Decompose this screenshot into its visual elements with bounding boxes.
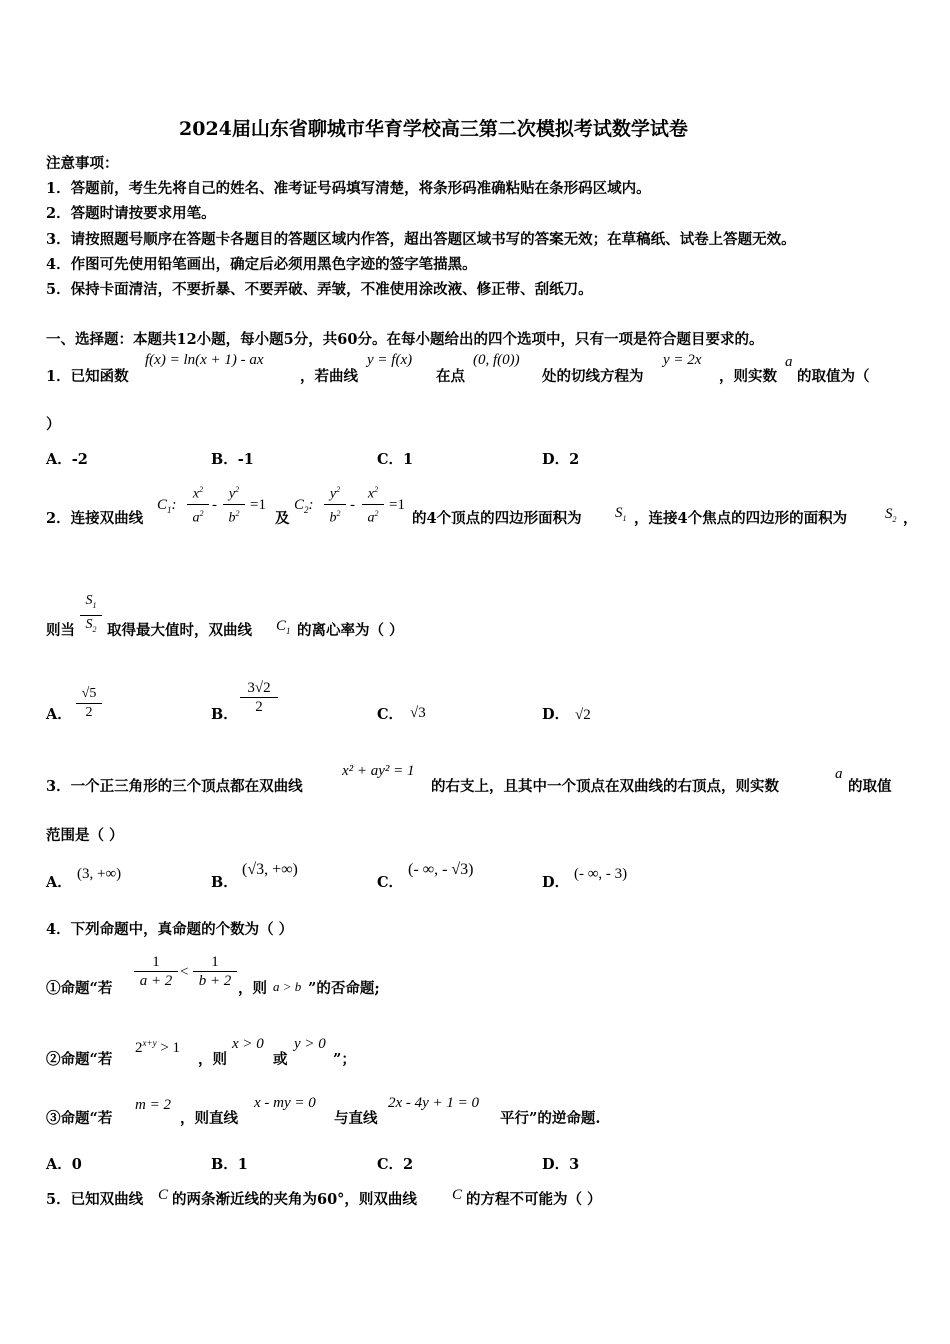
q5-var-c: C: [158, 1187, 169, 1203]
q3-hyperbola: x² + ay² = 1: [342, 763, 415, 779]
q2-option-a-value: √5 2: [76, 686, 102, 721]
q4-proposition-2: ，则: [198, 1051, 227, 1068]
q4-condition: a > b: [273, 979, 302, 994]
q2-text: 2．连接双曲线: [46, 510, 144, 527]
q4-condition: y > 0: [294, 1036, 326, 1052]
q2-option-d: D．: [542, 706, 570, 723]
q4-condition: m = 2: [135, 1097, 171, 1113]
notice-item: 3．请按照题号顺序在答题卡各题目的答题区域内作答，超出答题区域书写的答案无效；在草稿纸、试卷上答题无效。: [46, 231, 796, 248]
q4-option-a: A．0: [46, 1156, 82, 1173]
q3-text: 范围是（ ）: [46, 827, 124, 844]
q4-proposition-2: ”；: [333, 1051, 356, 1068]
q2-fraction: $y^2$ $b^2$: [223, 482, 245, 526]
q4-proposition-3: ，则直线: [180, 1110, 238, 1127]
q3-option-a: A．: [46, 874, 72, 891]
q4-line: x - my = 0: [254, 1095, 316, 1111]
q2-option-b: B．: [211, 706, 238, 723]
q4-option-c: C．2: [377, 1156, 414, 1173]
q4-proposition-3: ③命题“若: [46, 1110, 113, 1127]
q4-proposition-2: 或: [273, 1051, 288, 1068]
q2-fraction: $x^2$ $a^2$: [187, 482, 209, 526]
q1-option-c: C．1: [377, 451, 414, 468]
q2-option-b-value: 3√2 2: [240, 680, 278, 715]
q1-paren: ）: [46, 416, 61, 433]
q3-option-b-value: (√3, +∞): [242, 861, 298, 878]
q1-text: 在点: [436, 368, 465, 385]
q5-text: 5．已知双曲线: [46, 1191, 144, 1208]
q5-text: 的两条渐近线的夹角为60°，则双曲线: [172, 1191, 417, 1208]
q2-option-c-value: √3: [410, 705, 426, 721]
section-heading: 一、选择题：本题共12小题，每小题5分，共60分。在每小题给出的四个选项中，只有一项是符合题目要求的。: [46, 331, 764, 348]
q2-text: ，: [903, 510, 918, 527]
q2-text: 则当: [46, 622, 75, 639]
q2-text: 取得最大值时，双曲线: [107, 622, 252, 639]
q2-minus: -: [212, 497, 217, 513]
q4-proposition-1: ”的否命题;: [308, 980, 380, 997]
q2-s1: $S_1$: [615, 505, 627, 523]
q2-text: 的4个顶点的四边形面积为: [412, 510, 582, 527]
q2-option-d-value: √2: [575, 707, 591, 723]
q3-option-d: D．: [542, 874, 570, 891]
q1-text: ，若曲线: [300, 368, 358, 385]
q4-fraction: 1 b + 2: [193, 954, 237, 989]
page-title: 2024届山东省聊城市华育学校高三第二次模拟考试数学试卷: [179, 118, 688, 140]
q4-condition: x > 0: [232, 1036, 264, 1052]
q5-var-c: C: [452, 1187, 463, 1203]
q4-proposition-1: ，则: [238, 980, 267, 997]
q2-option-c: C．: [377, 706, 404, 723]
q1-text: 1．已知函数: [46, 368, 129, 385]
q2-c2: $C_2$:: [294, 497, 314, 515]
q3-var-a: a: [835, 766, 843, 782]
q4-condition: $2^{x+y} > 1$: [135, 1038, 181, 1056]
q3-text: 的取值: [848, 778, 892, 795]
q3-option-d-value: (- ∞, - 3): [574, 866, 628, 882]
q2-minus: -: [350, 497, 355, 513]
q2-text: 及: [275, 510, 290, 527]
notice-heading: 注意事项：: [46, 155, 119, 172]
q1-function: f(x) = ln(x + 1) - ax: [145, 352, 264, 368]
q5-text: 的方程不可能为（ ）: [466, 1191, 602, 1208]
q1-text: 处的切线方程为: [542, 368, 644, 385]
q4-line: 2x - 4y + 1 = 0: [388, 1095, 480, 1111]
q2-c1: $C_1$:: [157, 497, 177, 515]
q4-text: 4．下列命题中，真命题的个数为（ ）: [46, 921, 294, 938]
q1-var-a: a: [785, 354, 793, 370]
q2-text: 的离心率为（ ）: [297, 622, 404, 639]
q2-equals: =1: [389, 497, 405, 513]
q3-option-a-value: (3, +∞): [77, 866, 122, 882]
q1-option-a: A．-2: [46, 451, 88, 468]
q2-fraction: $x^2$ $a^2$: [362, 482, 384, 526]
q1-text: 的取值为（: [797, 368, 870, 385]
q1-point: (0, f(0)): [473, 352, 520, 368]
q4-fraction: 1 a + 2: [134, 954, 178, 989]
q2-fraction: $y^2$ $b^2$: [324, 482, 346, 526]
q3-option-c-value: (- ∞, - √3): [408, 861, 474, 878]
notice-item: 1．答题前，考生先将自己的姓名、准考证号码填写清楚，将条形码准确粘贴在条形码区域内。: [46, 180, 651, 197]
q3-option-b: B．: [211, 874, 238, 891]
q2-s2: $S_2$: [885, 506, 897, 524]
q2-c1-ref: $C_1$: [276, 618, 291, 636]
q3-option-c: C．: [377, 874, 404, 891]
q4-option-b: B．1: [211, 1156, 248, 1173]
q1-curve: y = f(x): [367, 352, 413, 368]
q4-proposition-2: ②命题“若: [46, 1051, 113, 1068]
q2-text: ，连接4个焦点的四边形的面积为: [634, 510, 848, 527]
q4-less-than: <: [180, 964, 189, 980]
q2-option-a: A．: [46, 706, 72, 723]
q2-equals: =1: [250, 497, 266, 513]
notice-item: 5．保持卡面清洁，不要折暴、不要弄破、弄皱，不准使用涂改液、修正带、刮纸刀。: [46, 281, 593, 298]
q4-option-d: D．3: [542, 1156, 580, 1173]
q4-proposition-3: 与直线: [334, 1110, 378, 1127]
q1-text: ，则实数: [719, 368, 777, 385]
q2-ratio: $S_1$ $S_2$: [80, 593, 102, 638]
q4-proposition-1: ①命题“若: [46, 980, 113, 997]
notice-item: 2．答题时请按要求用笔。: [46, 205, 216, 222]
q3-text: 的右支上，且其中一个顶点在双曲线的右顶点，则实数: [431, 778, 779, 795]
q4-proposition-3: 平行”的逆命题.: [500, 1110, 601, 1127]
notice-item: 4．作图可先使用铅笔画出，确定后必须用黑色字迹的签字笔描黑。: [46, 256, 477, 273]
q1-option-d: D．2: [542, 451, 580, 468]
q3-text: 3．一个正三角形的三个顶点都在双曲线: [46, 778, 303, 795]
q1-option-b: B．-1: [211, 451, 254, 468]
q1-tangent: y = 2x: [663, 352, 702, 368]
